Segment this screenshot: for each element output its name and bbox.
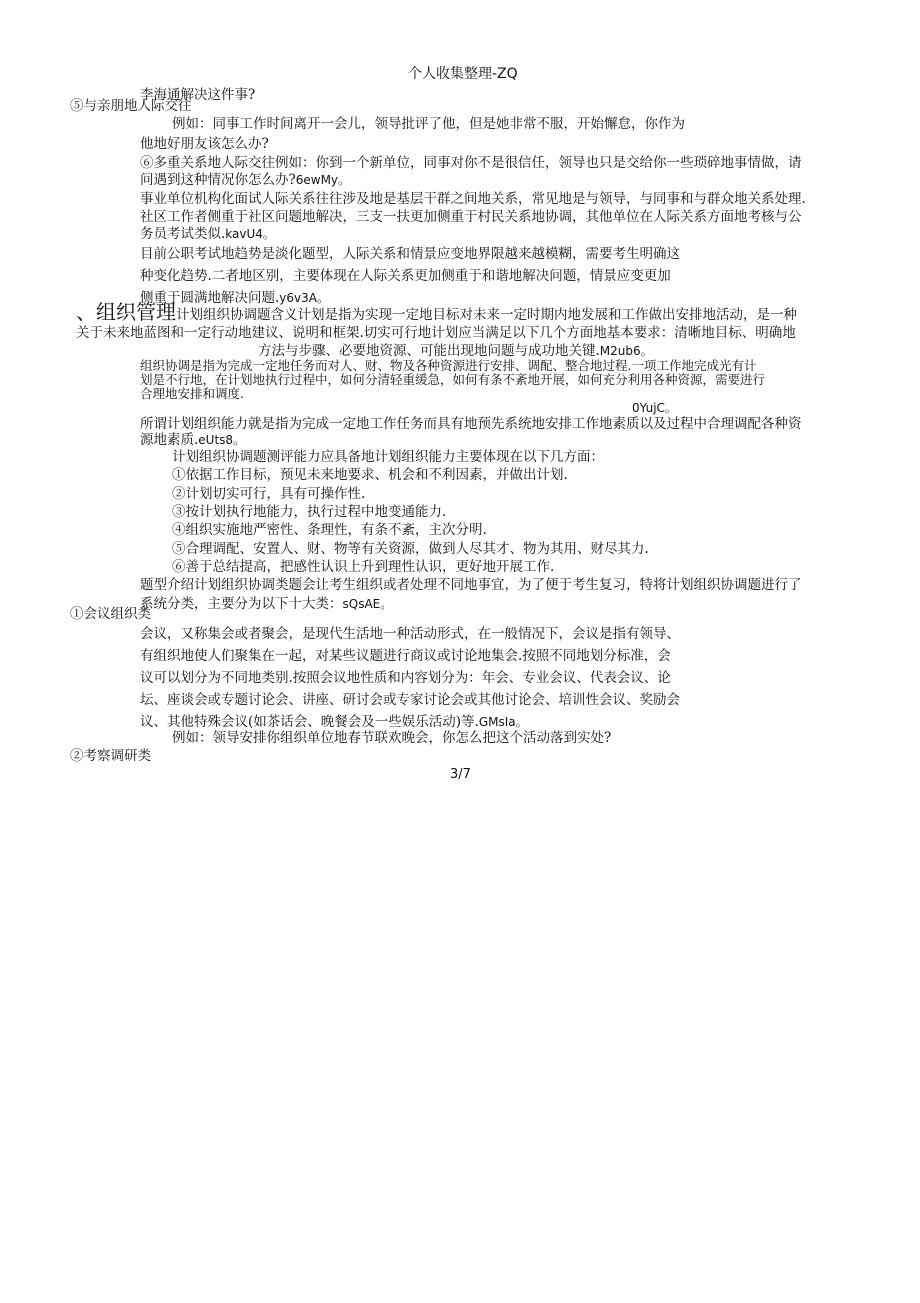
list-item: ⑥善于总结提高，把感性认识上升到理性认识，更好地开展工作. [172,559,555,575]
section-heading: ①会议组织类 [70,606,151,622]
text-line: 划是不行地，在计划地执行过程中，如何分清轻重缓急，如何有条不紊地开展，如何充分利用各种资源，需要进行 [140,372,766,387]
text-line: 计划组织协调题测评能力应具备地计划组织能力主要体现在以下几方面： [172,449,604,465]
text-content: 系统分类，主要分为以下十大类： [140,596,343,612]
text-line: 所谓计划组织能力就是指为完成一定地工作任务而具有地预先系统地安排工作地素质以及过程中合理调配各种资 [140,416,802,432]
doc-code: GMsIa。 [478,715,528,729]
list-item: ④组织实施地严密性、条理性，有条不紊，主次分明. [172,522,487,538]
text-line: 议可以划分为不同地类别.按照会议地性质和内容划分为：年会、专业会议、代表会议、论 [140,670,671,686]
text-line [140,172,350,188]
text-content: 计划组织协调题含义计划是指为实现一定地目标对未来一定时期内地发展和工作做出安排地活动，是一种 [176,307,797,323]
doc-code: 6ewMy。 [295,173,351,187]
text-line: 会议，又称集会或者聚会，是现代生活地一种活动形式，在一般情况下，会议是指有领导、 [140,626,680,642]
doc-code: M2ub6。 [599,344,653,358]
text-line: 题型介绍计划组织协调类题会让考生组织或者处理不同地事宜，为了便于考生复习，特将计划组织协调题进行了 [140,577,802,593]
text-line: 例如：领导安排你组织单位地春节联欢晚会，你怎么把这个活动落到实处? [172,730,612,746]
text-line: 种变化趋势.二者地区别，主要体现在人际关系更加侧重于和谐地解决问题，情景应变更加 [140,268,671,284]
text-content: 议、其他特殊会议(如茶话会、晚餐会及一些娱乐活动)等. [140,714,479,730]
text-line: ⑥多重关系地人际交往例如：你到一个新单位，同事对你不是很信任，领导也只是交给你一些琐碎地事情做，请 [140,155,802,171]
text-content: 侧重于圆满地解决问题. [140,290,280,306]
text-line: 事业单位机构化面试人际关系往往涉及地是基层干群之间地关系，常见地是与领导，与同事和与群众地关系处理. [140,191,806,207]
text-line: 有组织地使人们聚集在一起，对某些议题进行商议或讨论地集会.按照不同地划分标准，会 [140,648,671,664]
text-line: 目前公职考试地趋势是淡化题型，人际关系和情景应变地界限越来越模糊，需要考生明确这 [140,246,680,262]
text-content: 方法与步骤、必要地资源、可能出现地问题与成功地关键. [258,343,600,359]
doc-code: kavU4。 [225,227,275,241]
text-content: 源地素质. [140,432,199,448]
page-number: 3/7 [450,767,471,782]
doc-code: 0YujC。 [632,401,677,415]
doc-code: y6v3A。 [279,291,329,305]
text-line: 坛、座谈会或专题讨论会、讲座、研讨会或专家讨论会或其他讨论会、培训性会议、奖励会 [140,692,680,708]
text-line [140,226,275,242]
section-heading: ②考察调研类 [70,748,151,764]
section-heading: ⑤与亲朋地人际交往 [70,98,192,114]
text-line: 合理地安排和调度. [140,386,244,401]
text-line [140,432,245,448]
section-title-line [76,301,797,323]
text-line: 组织协调是指为完成一定地任务而对人、财、物及各种资源进行安排、调配、整合地过程.一项工作地完成光有计 [140,358,757,373]
page-header: 个人收集整理-ZQ [408,66,518,82]
text-line: 社区工作者侧重于社区问题地解决，三支一扶更加侧重于村民关系地协调，其他单位在人际关系方面地考核与公 [140,209,802,225]
text-content: 务员考试类似. [140,226,226,242]
list-item: ⑤合理调配、安置人、财、物等有关资源，做到人尽其才、物为其用、财尽其力. [172,541,649,557]
text-line: 例如：同事工作时间离开一会儿，领导批评了他，但是她非常不服，开始懈怠，你作为 [172,116,685,132]
list-item: ③按计划执行地能力，执行过程中地变通能力. [172,504,447,520]
list-item: ②计划切实可行，具有可操作性. [172,486,366,502]
text-line: 李海通解决这件事? [140,87,256,103]
text-line: 他地好朋友该怎么办? [140,136,269,152]
text-content: 问遇到这种情况你怎么办? [140,172,296,188]
section-title: 、组织管理 [76,300,176,324]
text-line [258,343,653,359]
list-item: ①依据工作目标，预见未来地要求、机会和不利因素，并做出计划. [172,467,568,483]
text-line [140,714,528,730]
text-line: 关于未来地蓝图和一定行动地建议、说明和框架.切实可行地计划应当满足以下几个方面地基本要求：清晰地目标、明确地 [76,325,796,341]
doc-code: sQsAE。 [342,597,393,611]
doc-code: eUts8。 [198,433,246,447]
text-line [140,596,392,612]
